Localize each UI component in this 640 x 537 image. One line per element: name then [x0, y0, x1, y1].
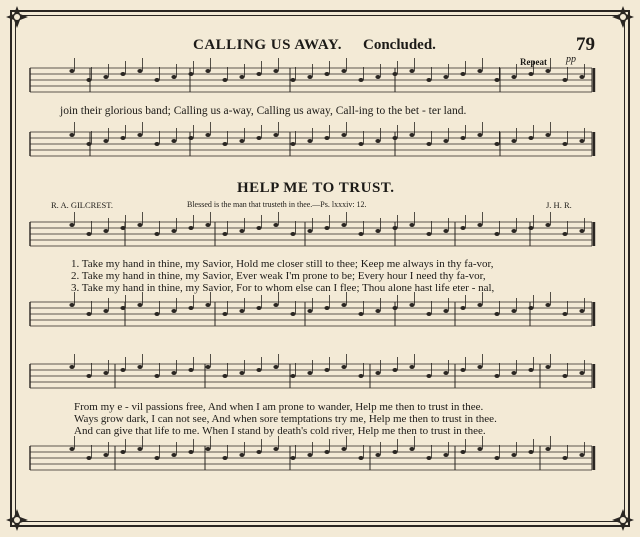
music-staff: [30, 132, 592, 156]
music-staff: [30, 222, 592, 246]
music-staff: [30, 68, 592, 92]
previous-song-lyric: join their glorious band; Calling us a-way, Calling us away, Call-ing to the bet - ter land.: [60, 105, 467, 117]
refrain-line: From my e - vil passions free, And when I am prone to wander, Help me then to trust in thee.: [74, 401, 484, 413]
dynamic-marking: pp: [566, 54, 576, 65]
refrain-line: And can give that life to me. When I stand by death's cold river, Help me then to trust in thee.: [74, 425, 486, 437]
verse-line: 1. Take my hand in thine, my Savior, Hold me closer still to thee; Keep me always in thy fa-vor,: [71, 258, 494, 270]
verse-line: 2. Take my hand in thine, my Savior, Ever weak I'm prone to be; Every hour I need thy fa-vor,: [71, 270, 486, 282]
scripture-reference: Blessed is the man that trusteth in thee.—Ps. lxxxiv: 12.: [187, 200, 367, 209]
composer: J. H. R.: [546, 200, 572, 210]
verse-line: 3. Take my hand in thine, my Savior, For to whom else can I flee; Thou alone hast life eter - nal,: [71, 282, 495, 294]
song-title: HELP ME TO TRUST.: [237, 180, 395, 196]
music-staff: [30, 446, 592, 470]
repeat-label: Repeat: [520, 57, 547, 67]
refrain-line: Ways grow dark, I can not see, And when sore temptations try me, Help me then to trust in thee.: [74, 413, 497, 425]
music-staff: [30, 364, 592, 388]
music-staff: [30, 302, 592, 326]
concluded-label: Concluded.: [363, 37, 436, 53]
page-title: CALLING US AWAY.: [193, 37, 343, 53]
author: R. A. GILCREST.: [51, 200, 113, 210]
page-number: 79: [576, 34, 595, 55]
